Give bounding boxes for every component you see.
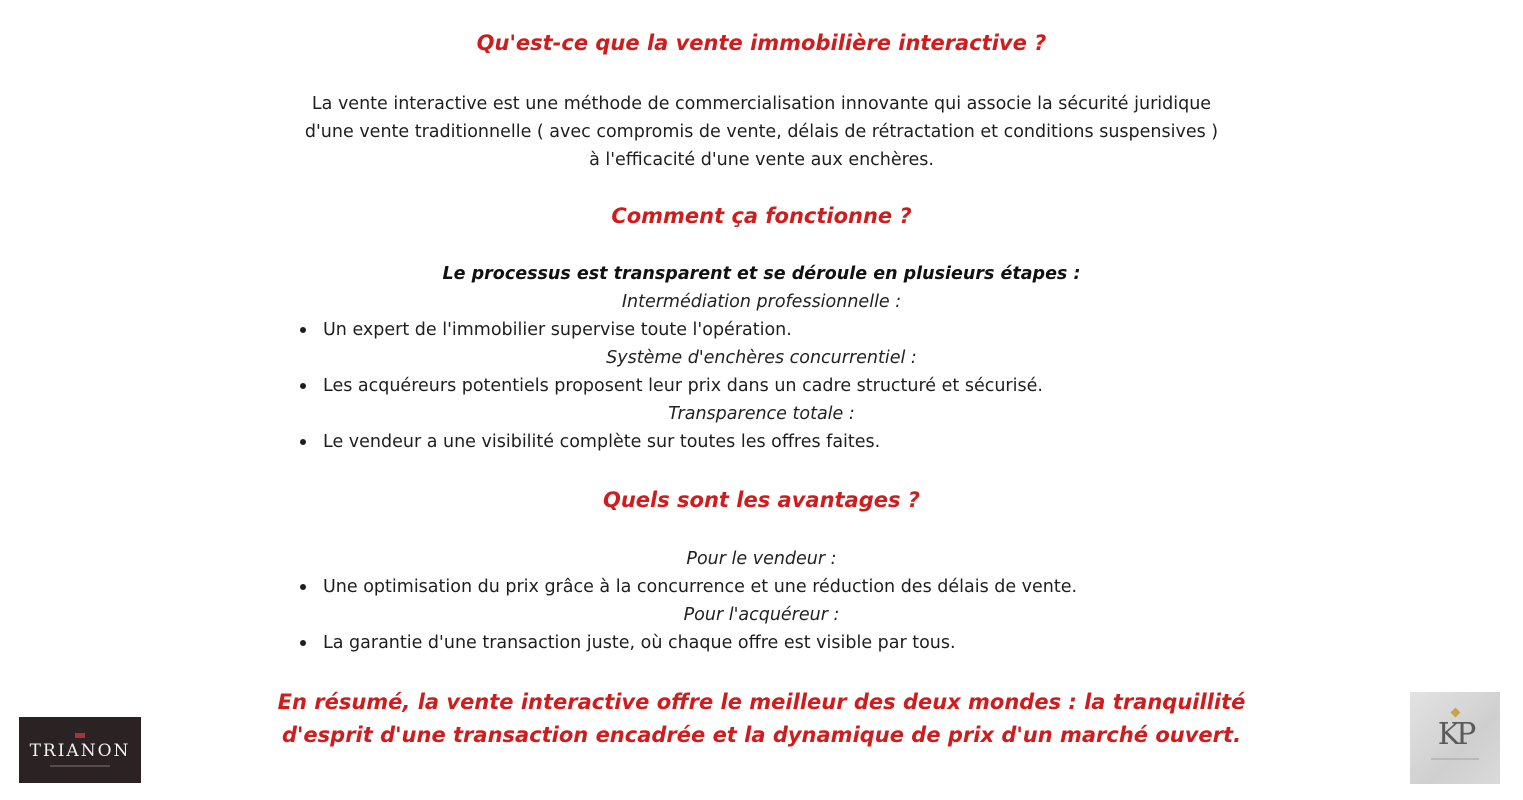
step-bullet-2: [300, 376, 1043, 396]
bullet-dot-icon: [300, 640, 306, 646]
crest-icon: [75, 733, 85, 738]
logo-divider: [50, 765, 110, 767]
trianon-logo: [19, 717, 141, 783]
step-title-1: Intermédiation professionnelle :: [621, 292, 902, 312]
kp-monogram: [1438, 717, 1473, 752]
gem-icon: [1451, 707, 1461, 717]
advantage-bullet-2: [300, 633, 956, 653]
step-text-1: Un expert de l'immobilier supervise toute l'opération.: [323, 320, 792, 340]
bullet-dot-icon: [300, 327, 306, 333]
advantage-title-2: Pour l'acquéreur :: [683, 605, 840, 625]
intro-line-2: d'une vente traditionnelle ( avec compromis de vente, délais de rétractation et conditions suspensives ): [304, 122, 1219, 142]
logo-divider: [1431, 758, 1479, 760]
kp-logo: [1410, 692, 1500, 784]
intro-line-3: à l'efficacité d'une vente aux enchères.: [589, 150, 934, 170]
bullet-dot-icon: [300, 584, 306, 590]
step-text-3: Le vendeur a une visibilité complète sur toutes les offres faites.: [323, 432, 881, 452]
step-bullet-1: [300, 320, 792, 340]
heading-how-it-works: Comment ça fonctionne ?: [611, 204, 912, 228]
process-lead: Le processus est transparent et se déroule en plusieurs étapes :: [442, 264, 1081, 284]
bullet-dot-icon: [300, 383, 306, 389]
step-text-2: Les acquéreurs potentiels proposent leur prix dans un cadre structuré et sécurisé.: [323, 376, 1043, 396]
heading-what-is: Qu'est-ce que la vente immobilière interactive ?: [476, 31, 1047, 55]
kp-monogram-text: KP: [1437, 716, 1473, 752]
trianon-logo-text: TRIANON: [29, 741, 131, 761]
advantage-bullet-1: [300, 577, 1077, 597]
heading-advantages: Quels sont les avantages ?: [603, 488, 920, 512]
summary-line-2: d'esprit d'une transaction encadrée et la dynamique de prix d'un marché ouvert.: [281, 723, 1242, 747]
advantage-text-2: La garantie d'une transaction juste, où chaque offre est visible par tous.: [323, 633, 956, 653]
step-title-2: Système d'enchères concurrentiel :: [606, 348, 917, 368]
advantage-text-1: Une optimisation du prix grâce à la concurrence et une réduction des délais de vente.: [323, 577, 1078, 597]
advantage-title-1: Pour le vendeur :: [686, 549, 837, 569]
bullet-dot-icon: [300, 439, 306, 445]
step-bullet-3: [300, 432, 880, 452]
step-title-3: Transparence totale :: [668, 404, 855, 424]
summary-line-1: En résumé, la vente interactive offre le meilleur des deux mondes : la tranquillité: [277, 690, 1246, 714]
intro-line-1: La vente interactive est une méthode de commercialisation innovante qui associe la sécurité juridique: [311, 94, 1212, 114]
